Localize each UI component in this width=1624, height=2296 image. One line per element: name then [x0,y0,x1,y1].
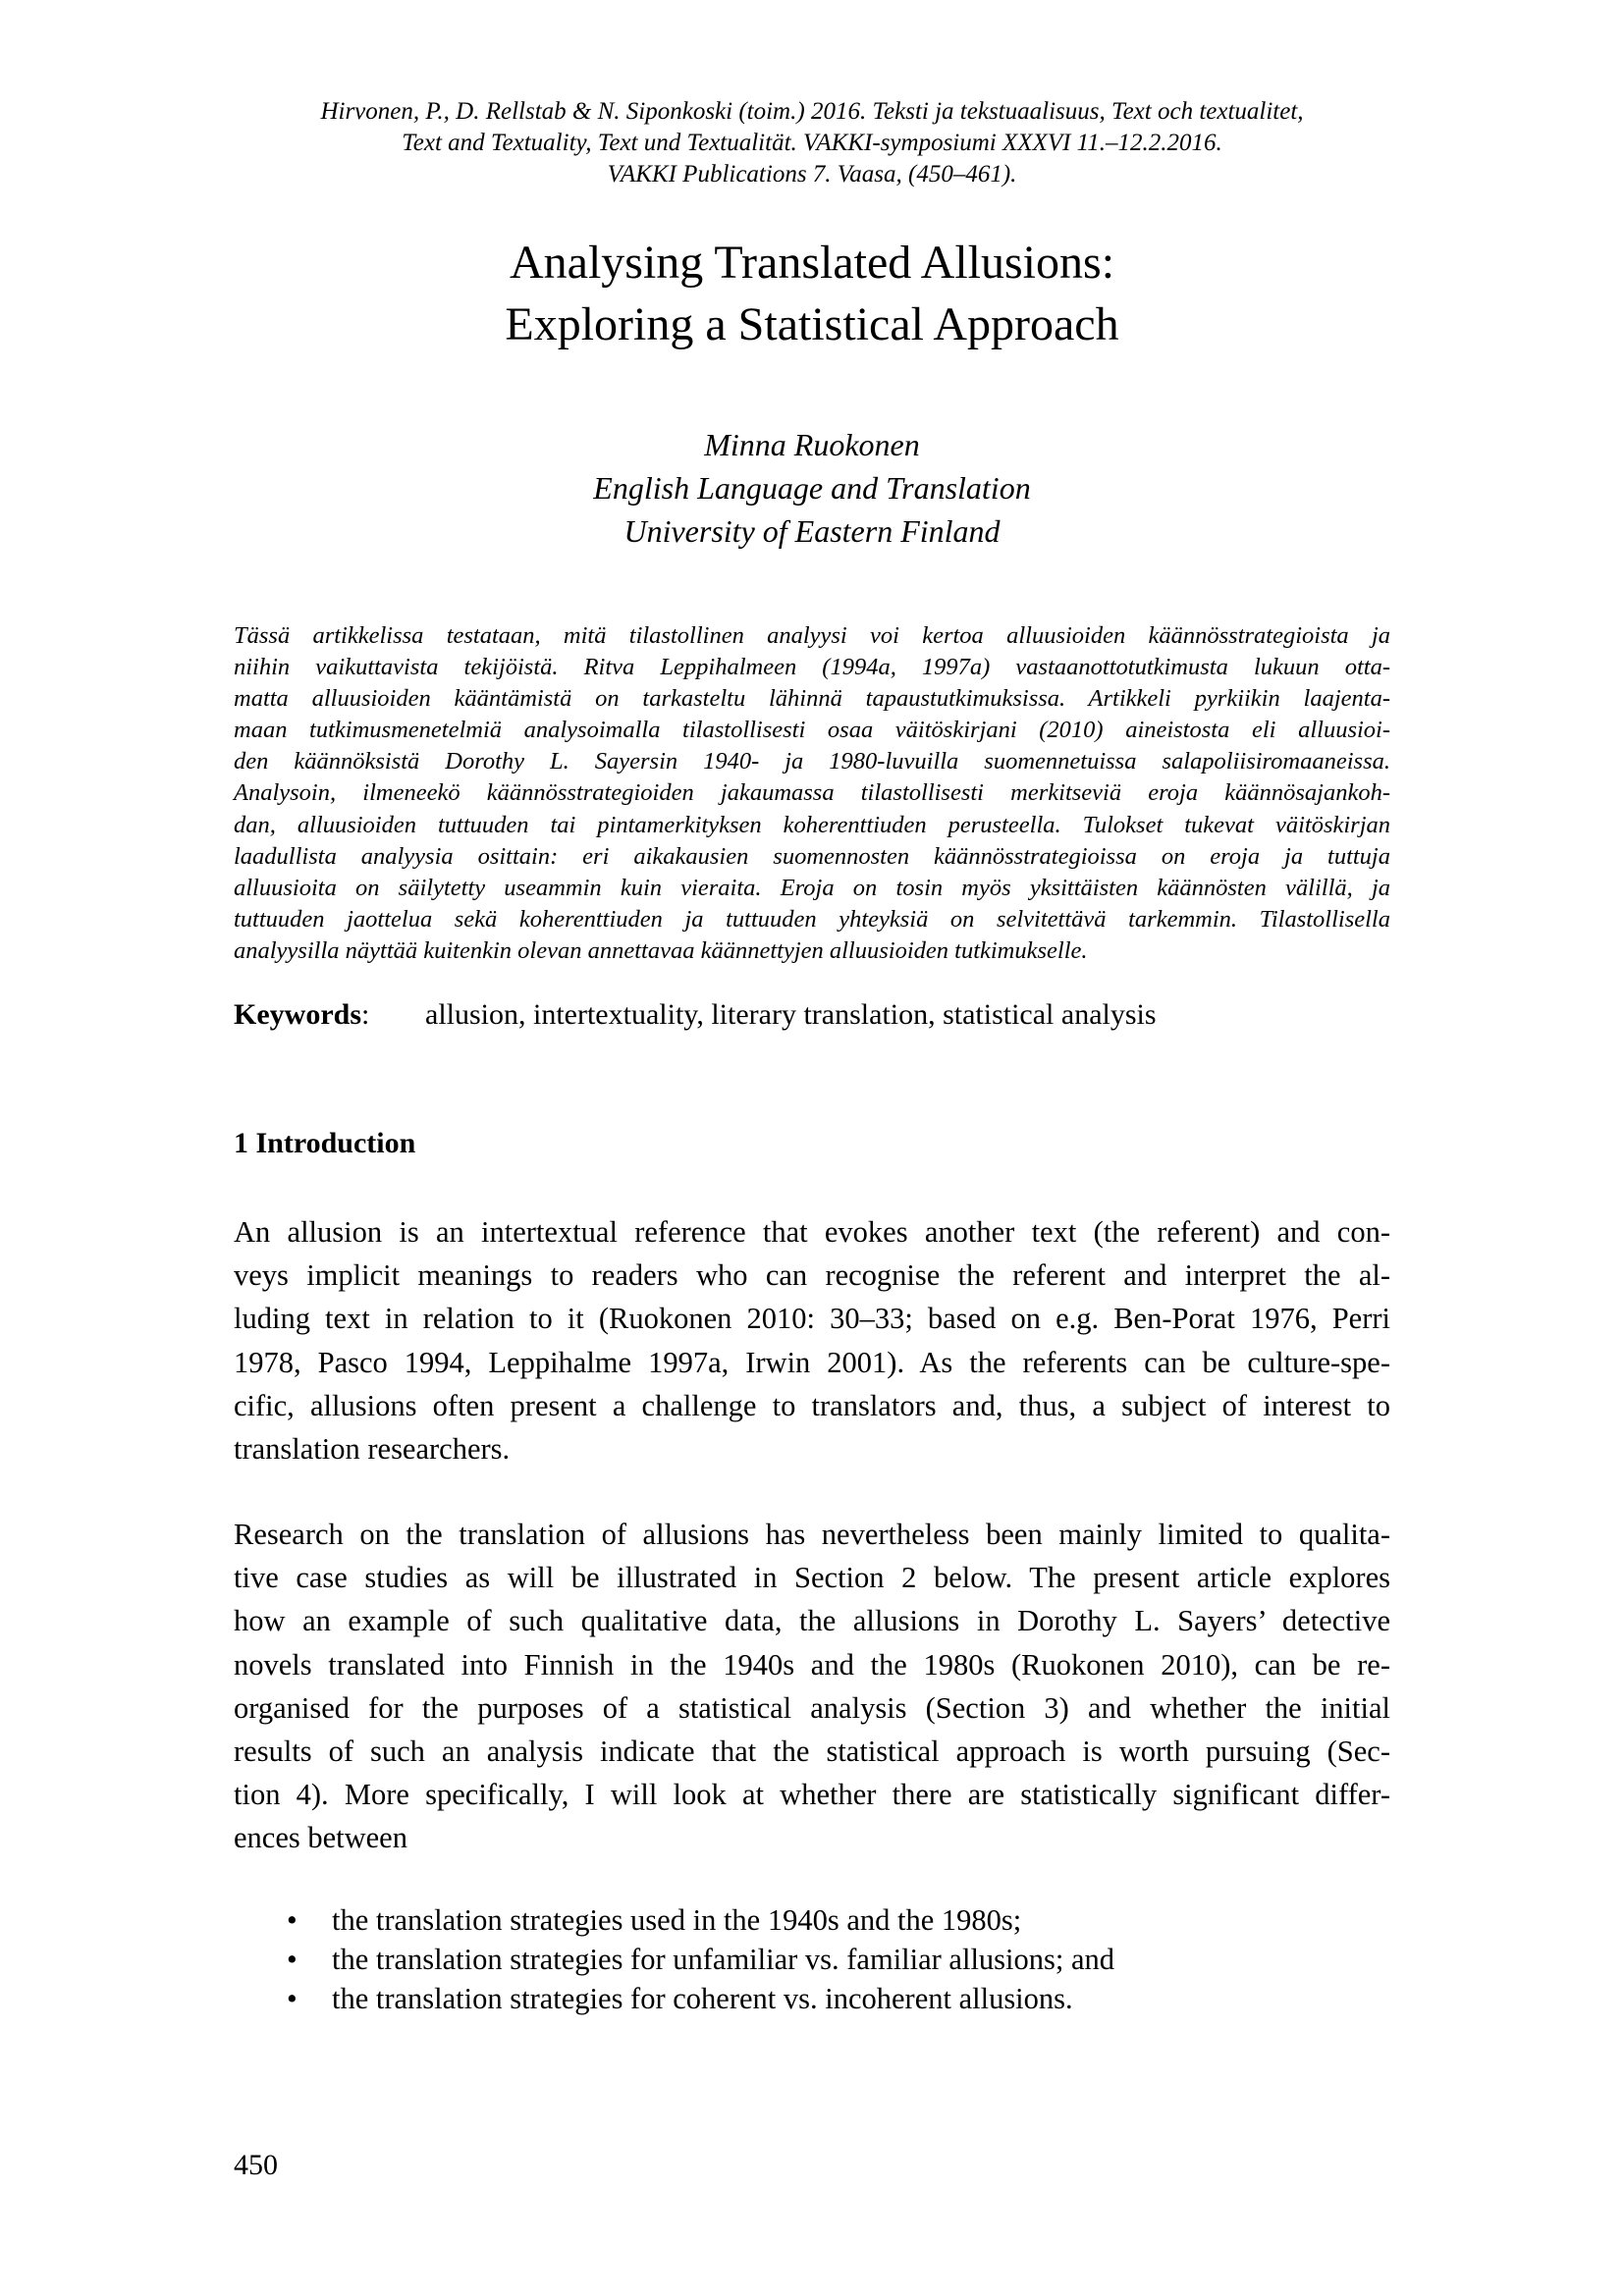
paragraph-line: Research on the translation of allusions has nevertheless been mainly limited to qualita- [234,1518,1390,1551]
bullet-item [234,1979,1390,2018]
abstract-line: matta alluusioiden kääntämistä on tarkasteltu lähinnä tapaustutkimuksissa. Artikkeli pyrkiikin laajenta- [234,685,1390,713]
bullet-text: the translation strategies for unfamiliar vs. familiar allusions; and [332,1943,1115,1976]
bullet-icon: • [287,1982,298,2015]
abstract-line: den käännöksistä Dorothy L. Sayersin 1940- ja 1980-luvuilla suomennetuissa salapoliisiromaaneissa. [234,748,1390,775]
abstract-line: maan tutkimusmenetelmiä analysoimalla tilastollisesti osaa väitöskirjani (2010) aineistosta eli alluusioi- [234,717,1390,744]
paragraph-line: An allusion is an intertextual reference that evokes another text (the referent) and con- [234,1215,1390,1249]
paragraph-line: tive case studies as will be illustrated in Section 2 below. The present article explores [234,1561,1390,1595]
title-line: Exploring a Statistical Approach [505,298,1119,350]
keywords-row [234,995,1157,1035]
author-department: English Language and Translation [593,470,1031,506]
paragraph-line: cific, allusions often present a challenge to translators and, thus, a subject of interest to [234,1388,1390,1422]
bullet-icon: • [287,1943,298,1976]
paragraph-line: how an example of such qualitative data, the allusions in Dorothy L. Sayers’ detective [234,1604,1390,1638]
bullet-item [234,1900,1390,1940]
article-title [196,232,1428,355]
bullet-text: the translation strategies used in the 1940s and the 1980s; [332,1903,1022,1937]
abstract-line: tuttuuden jaottelua sekä koherenttiuden ja tuttuuden yhteyksiä on selvitettävä tarkemmin. Tilastollisella [234,905,1390,933]
paragraph-line: tion 4). More specifically, I will look at whether there are statistically significant differ- [234,1778,1390,1812]
citation-line: Hirvonen, P., D. Rellstab & N. Siponkoski (toim.) 2016. Teksti ja tekstuaalisuus, Text och textualitet, [320,98,1304,125]
abstract-line: laadullista analyysia osittain: eri aikakausien suomennosten käännösstrategioissa on eroja ja tuttuja [234,842,1390,870]
paragraph-line: ences between [234,1821,407,1855]
bullet-text: the translation strategies for coherent vs. incoherent allusions. [332,1982,1073,2015]
bullet-icon: • [287,1903,298,1937]
paragraph-line: translation researchers. [234,1431,511,1466]
abstract-line: Tässä artikkelissa testataan, mitä tilastollinen analyysi voi kertoa alluusioiden käännösstrategioista ja [234,622,1390,649]
paragraph-line: novels translated into Finnish in the 1940s and the 1980s (Ruokonen 2010), can be re- [234,1647,1390,1682]
bullet-list [234,1900,1390,2018]
title-line: Analysing Translated Allusions: [509,237,1115,289]
citation-line: Text and Textuality, Text und Textualität. VAKKI-symposiumi XXXVI 11.–12.2.2016. [402,130,1222,156]
intro-paragraph-1 [234,1210,1390,1470]
keywords-values: allusion, intertextuality, literary translation, statistical analysis [425,998,1157,1031]
header-citation [196,96,1428,190]
author-name: Minna Ruokonen [704,427,920,462]
paragraph-line: organised for the purposes of a statistical analysis (Section 3) and whether the initial [234,1690,1390,1725]
abstract [234,620,1390,967]
paragraph-line: 1978, Pasco 1994, Leppihalme 1997a, Irwin 2001). As the referents can be culture-spe- [234,1345,1390,1379]
paragraph-line: luding text in relation to it (Ruokonen 2010: 30–33; based on e.g. Ben-Porat 1976, Perri [234,1302,1390,1336]
bullet-item [234,1940,1390,1979]
page-number: 450 [234,2149,278,2181]
author-block [196,423,1428,553]
abstract-line: niihin vaikuttavista tekijöistä. Ritva Leppihalmeen (1994a, 1997a) vastaanottotutkimusta lukuun otta- [234,654,1390,681]
paragraph-line: veys implicit meanings to readers who can recognise the referent and interpret the al- [234,1258,1390,1293]
intro-paragraph-2 [234,1513,1390,1860]
abstract-line: dan, alluusioiden tuttuuden tai pintamerkityksen koherenttiuden perusteella. Tulokset tukevat väitöskirjan [234,811,1390,838]
author-university: University of Eastern Finland [623,513,1001,549]
keywords-colon: : [361,998,370,1031]
citation-line: VAKKI Publications 7. Vaasa, (450–461). [607,161,1017,187]
abstract-line: Analysoin, ilmeneekö käännösstrategioiden jakaumassa tilastollisesti merkitseviä eroja käännösajankoh- [234,779,1390,807]
section-heading: 1 Introduction [234,1127,416,1159]
keywords-label: Keywords [234,998,361,1031]
paragraph-line: results of such an analysis indicate that the statistical approach is worth pursuing (Sec- [234,1734,1390,1768]
abstract-line: analyysilla näyttää kuitenkin olevan annettavaa käännettyjen alluusioiden tutkimukselle. [234,936,1088,964]
abstract-line: alluusioita on säilytetty useammin kuin vieraita. Eroja on tosin myös yksittäisten käännösten välillä, ja [234,874,1390,901]
